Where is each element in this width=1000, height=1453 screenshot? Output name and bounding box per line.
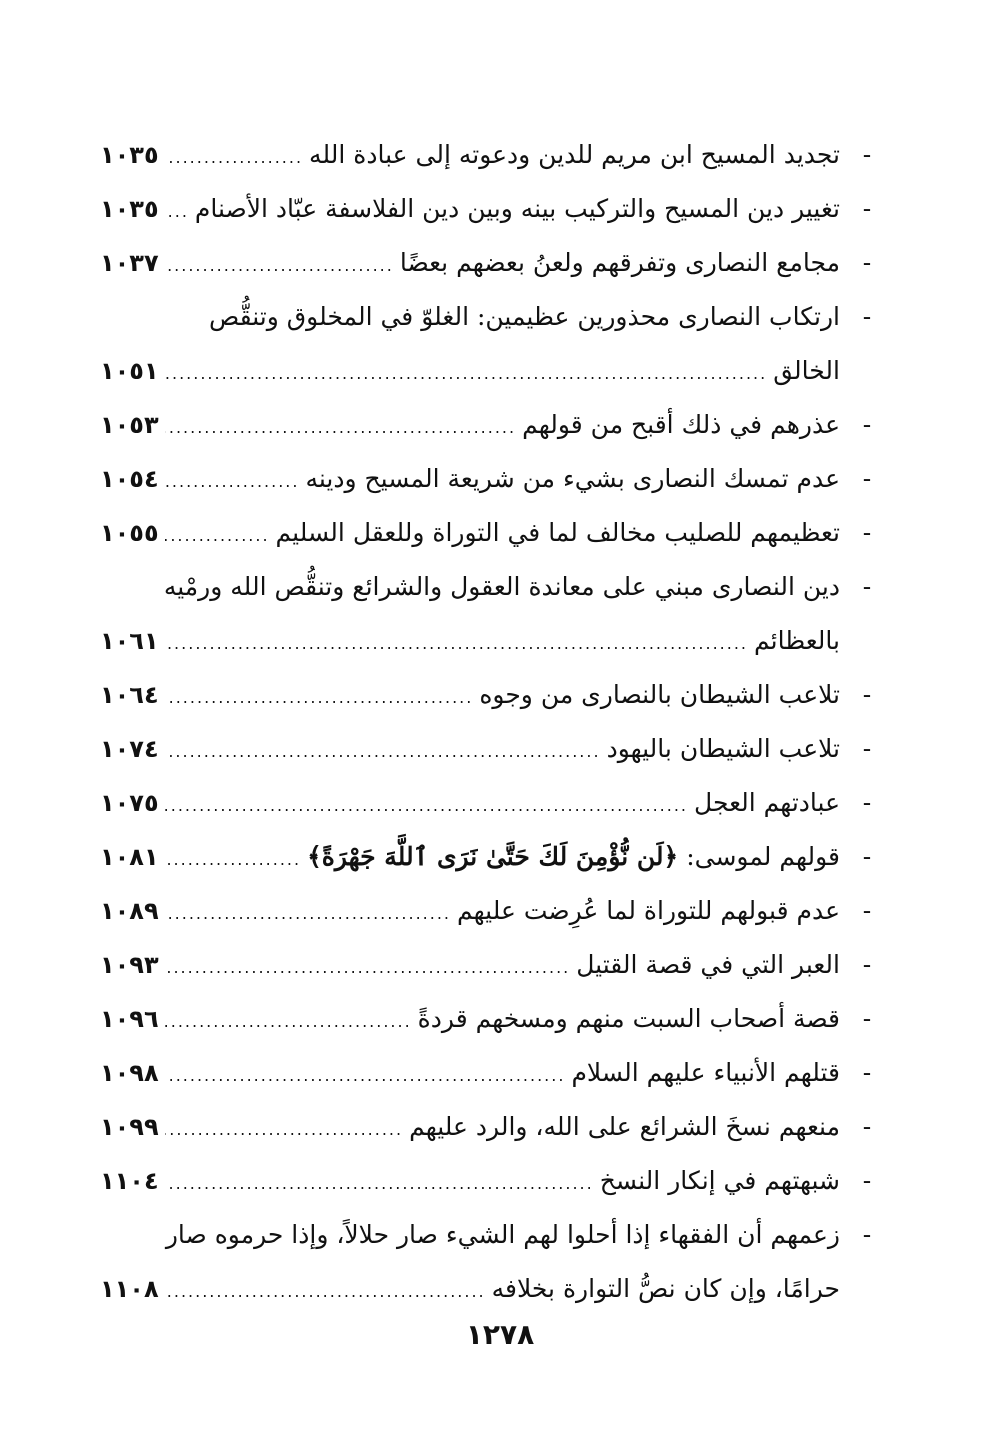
entry-dash: - [862,950,872,979]
entry-title: عبادتهم العجل [694,788,840,817]
dot-leader [165,1265,486,1319]
entry-dash: - [862,1058,872,1087]
entry-dash: - [862,680,872,709]
toc-entry [100,992,880,1046]
toc-entry [100,182,880,236]
entry-page-number: ١٠٦١ [100,627,159,655]
toc-entry [100,1154,880,1208]
entry-page-number: ١٠٩٦ [100,1005,159,1033]
dot-leader [165,833,301,887]
entry-dash: - [862,896,872,925]
entry-dash: - [862,302,872,331]
entry-title: عدم قبولهم للتوراة لما عُرِضت عليهم [457,896,840,925]
entry-dash: - [862,518,872,547]
entry-title-line-1: زعمهم أن الفقهاء إذا أحلوا لهم الشيء صار حلالاً، وإذا حرموه صار [165,1220,840,1249]
entry-dash: - [862,248,872,277]
toc-entry [100,722,880,776]
entry-page-number: ١١٠٨ [100,1275,159,1303]
dot-leader [165,1157,594,1211]
toc-entry [100,128,880,182]
entry-dash: - [862,1112,872,1141]
entry-title: عذرهم في ذلك أقبح من قولهم [522,410,840,439]
entry-dash: - [862,194,872,223]
entry-title: قتلهم الأنبياء عليهم السلام [571,1058,840,1087]
dot-leader [165,131,303,185]
entry-dash: - [862,572,872,601]
entry-dash: - [862,842,872,871]
entry-title: تغيير دين المسيح والتركيب بينه وبين دين الفلاسفة عبّاد الأصنام [194,194,840,223]
dot-leader [165,887,451,941]
entry-page-number: ١٠٣٥ [100,141,159,169]
entry-page-number: ١٠٩٣ [100,951,159,979]
entry-title: عدم تمسك النصارى بشيء من شريعة المسيح ودينه [305,464,840,493]
entry-page-number: ١٠٥٤ [100,465,159,493]
entry-dash: - [862,1166,872,1195]
toc-entry [100,1100,880,1154]
toc-entry [100,1046,880,1100]
toc-entry [100,560,880,668]
entry-page-number: ١٠٣٧ [100,249,159,277]
entry-dash: - [862,1220,872,1249]
toc-entry [100,452,880,506]
entry-dash: - [862,140,872,169]
entry-page-number: ١٠٩٨ [100,1059,159,1087]
quran-quote: ﴿لَن نُّؤْمِنَ لَكَ حَتَّىٰ نَرَى ٱللَّهَ جَهْرَةً﴾ [307,842,679,871]
toc-entry [100,830,880,884]
dot-leader [165,1049,566,1103]
dot-leader [165,671,474,725]
toc-entry [100,938,880,992]
dot-leader [165,347,768,401]
page-number: ١٢٧٨ [465,1318,535,1351]
entry-title: مجامع النصارى وتفرقهم ولعنُ بعضهم بعضًا [399,248,840,277]
entry-page-number: ١٠٨٩ [100,897,159,925]
entry-page-number: ١٠٣٥ [100,195,159,223]
entry-title: تعظيمهم للصليب مخالف لما في التوراة وللعقل السليم [275,518,840,547]
entry-page-number: ١٠٨١ [100,843,159,871]
dot-leader [165,941,571,995]
toc-entry [100,668,880,722]
entry-page-number: ١٠٩٩ [100,1113,159,1141]
table-of-contents [100,128,880,1316]
dot-leader [165,617,748,671]
entry-page-number: ١٠٥١ [100,357,159,385]
entry-page-number: ١٠٥٥ [100,519,159,547]
entry-title-line-1: ارتكاب النصارى محذورين عظيمين: الغلوّ في المخلوق وتنقُّص [208,302,840,331]
entry-page-number: ١٠٥٣ [100,411,159,439]
entry-title: قصة أصحاب السبت منهم ومسخهم قردةً [417,1004,840,1033]
dot-leader [165,401,516,455]
entry-dash: - [862,788,872,817]
entry-title: العبر التي في قصة القتيل [576,950,840,979]
entry-page-number: ١٠٧٤ [100,735,159,763]
entry-title-line-2: بالعظائم [754,626,840,655]
dot-leader [165,239,394,293]
entry-title: تلاعب الشيطان بالنصارى من وجوه [479,680,840,709]
toc-entry [100,398,880,452]
toc-entry [100,884,880,938]
entry-dash: - [862,410,872,439]
dot-leader [165,725,601,779]
entry-dash: - [862,734,872,763]
entry-title-line-2: الخالق [773,356,840,385]
entry-page-number: ١١٠٤ [100,1167,159,1195]
entry-dash: - [862,1004,872,1033]
entry-title: شبهتهم في إنكار النسخ [599,1166,840,1195]
entry-title-line-2: حرامًا، وإن كان نصُّ التوارة بخلافه [491,1274,840,1303]
toc-entry [100,1208,880,1316]
entry-title: تلاعب الشيطان باليهود [606,734,840,763]
toc-entry [100,506,880,560]
entry-title-line-1: دين النصارى مبني على معاندة العقول والشرائع وتنقُّص الله ورمْيه [163,572,840,601]
dot-leader [165,509,270,563]
dot-leader [165,995,412,1049]
entry-title: تجديد المسيح ابن مريم للدين ودعوته إلى عبادة الله [309,140,840,169]
entry-title: قولهم لموسى: [686,842,840,871]
toc-entry [100,776,880,830]
entry-page-number: ١٠٧٥ [100,789,159,817]
toc-entry [100,290,880,398]
toc-entry [100,236,880,290]
entry-dash: - [862,464,872,493]
entry-page-number: ١٠٦٤ [100,681,159,709]
dot-leader [165,455,300,509]
dot-leader [165,779,688,833]
dot-leader [165,185,189,239]
dot-leader [165,1103,403,1157]
entry-title: منعهم نسخَ الشرائع على الله، والرد عليهم [409,1112,840,1141]
